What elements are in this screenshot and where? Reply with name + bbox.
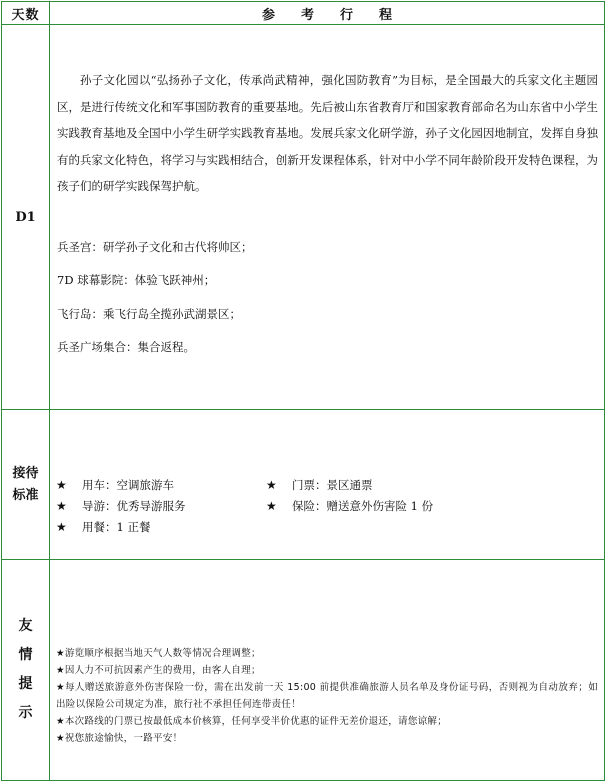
standard-item: 用车：空调旅游车 — [82, 478, 174, 492]
standards-row — [2, 410, 605, 560]
standard-item: 导游：优秀导游服务 — [82, 499, 186, 513]
day1-item: 飞行岛：乘飞行岛全揽孙武湖景区； — [57, 306, 241, 321]
star-icon: ★ — [56, 499, 67, 513]
day1-row — [2, 25, 605, 410]
standards-content — [50, 431, 604, 538]
standard-item: 保险：赠送意外伤害险 1 份 — [292, 499, 434, 513]
star-icon: ★ — [266, 478, 277, 492]
standard-item: 门票：景区通票 — [292, 478, 373, 492]
tip-item: ★因人力不可抗因素产生的费用，由客人自理； — [56, 665, 261, 676]
tips-content — [50, 593, 604, 747]
standard-item: 用餐：1 正餐 — [82, 520, 151, 534]
tip-item: ★游览顺序根据当地天气人数等情况合理调整； — [56, 648, 261, 659]
day1-item: 7D 球幕影院：体验飞跃神州； — [57, 273, 216, 288]
day1-label: D1 — [2, 25, 50, 410]
star-icon: ★ — [266, 499, 277, 513]
tips-label-char: 情 — [18, 647, 33, 663]
day1-content — [50, 59, 604, 375]
standards-label-line: 标准 — [12, 487, 39, 503]
header-title: 参考行程 — [50, 2, 605, 25]
star-icon: ★ — [56, 520, 67, 534]
standards-line — [56, 496, 598, 517]
itinerary-table — [1, 1, 605, 781]
header-day: 天数 — [2, 2, 50, 25]
tips-cell — [50, 560, 605, 781]
day1-intro: 孙子文化园以“弘扬孙子文化，传承尚武精神，强化国防教育”为目标，是全国最大的兵家文化主题园区，是进行传统文化和军事国防教育的重要基地。先后被山东省教育厅和国家教育部命名为山东省中小学生实践教育基地及全国中小学生研学实践教育基地。发展兵家文化研学游，孙子文化园因地制宜，发挥自身独有的兵家文化特色，将学习与实践相结合，创新开发课程体系，针对中小学不同年龄阶段开发特色课程，为孩子们的研学实践保驾护航。 — [57, 73, 598, 194]
header-row — [2, 2, 605, 25]
tips-label-char: 提 — [18, 676, 33, 692]
tips-label-char: 友 — [18, 618, 33, 634]
tips-row — [2, 560, 605, 781]
tip-item: ★每人赠送旅游意外伤害保险一份，需在出发前一天 15:00 前提供准确旅游人员名单及身份证号码，否则视为自动放弃；如出险以保险公司规定为准，旅行社不承担任何连带责任！ — [56, 682, 598, 710]
tip-item: ★祝您旅途愉快，一路平安！ — [56, 733, 183, 744]
standards-label-line: 接待 — [12, 465, 39, 481]
star-icon: ★ — [56, 478, 67, 492]
tips-label — [2, 560, 50, 781]
tips-label-char: 示 — [18, 705, 33, 721]
day1-cell — [50, 25, 605, 410]
standards-cell — [50, 410, 605, 560]
day1-item: 兵圣宫：研学孙子文化和古代将帅区； — [57, 239, 253, 254]
day1-item: 兵圣广场集合：集合返程。 — [57, 340, 195, 355]
standards-line — [56, 475, 598, 496]
standards-line — [56, 517, 598, 538]
tip-item: ★本次路线的门票已按最低成本价核算，任何享受半价优惠的证件无差价退还，请您谅解； — [56, 716, 448, 727]
standards-label — [2, 410, 50, 560]
